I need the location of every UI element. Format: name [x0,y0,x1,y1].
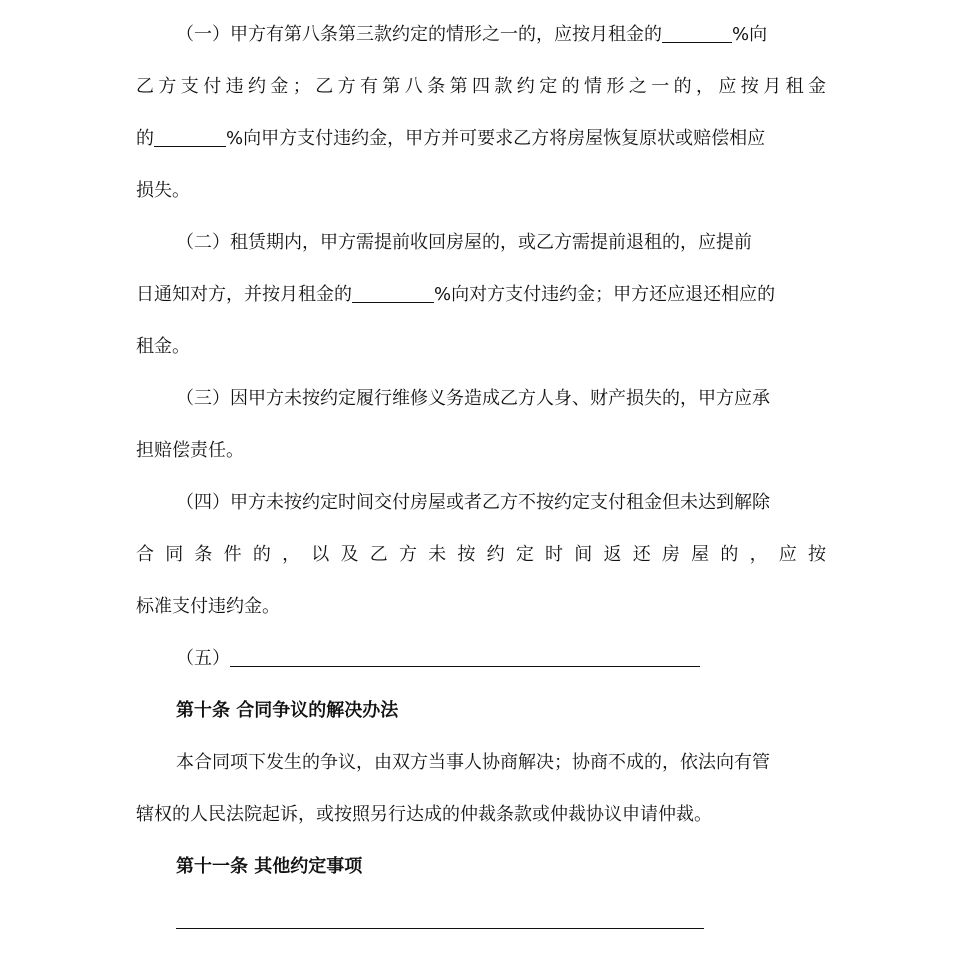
clause-text: 日通知对方，并按月租金的 [136,284,352,305]
clause-3-line-2: 担赔偿责任。 [136,440,244,461]
clause-1-line-2: 乙方支付违约金；乙方有第八条第四款约定的情形之一的，应按月租金 [136,76,826,97]
clause-text: %向甲方支付违约金，甲方并可要求乙方将房屋恢复原状或赔偿相应 [226,128,766,149]
clause-4-line-3: 标准支付违约金。 [136,596,280,617]
clause-text: 的 [136,128,154,149]
blank-field[interactable] [154,128,226,147]
clause-1-line-4: 损失。 [136,180,190,201]
clause-5-line [176,647,826,671]
clause-text: %向对方支付违约金；甲方还应退还相应的 [434,284,776,305]
blank-field[interactable] [230,648,700,667]
clause-4-line-1: （四）甲方未按约定时间交付房屋或者乙方不按约定支付租金但未达到解除 [176,492,770,513]
clause-3-line-1: （三）因甲方未按约定履行维修义务造成乙方人身、财产损失的，甲方应承 [176,388,770,409]
clause-1-line-3 [136,127,826,151]
clause-2-line-3: 租金。 [136,336,190,357]
clause-text: （一）甲方有第八条第三款约定的情形之一的，应按月租金的 [176,24,662,45]
blank-line[interactable] [176,928,704,929]
clause-2-line-2 [136,283,826,307]
clause-text: %向 [732,24,768,45]
article-10-line-1: 本合同项下发生的争议，由双方当事人协商解决；协商不成的，依法向有管 [176,752,770,773]
article-10-line-2: 辖权的人民法院起诉，或按照另行达成的仲裁条款或仲裁协议申请仲裁。 [136,804,712,825]
article-10-heading: 第十条 合同争议的解决办法 [176,700,399,721]
clause-4-line-2: 合同条件的，以及乙方未按约定时间返还房屋的，应按 [136,544,826,565]
clause-2-line-1: （二）租赁期内，甲方需提前收回房屋的，或乙方需提前退租的，应提前 [176,232,752,253]
article-11-heading: 第十一条 其他约定事项 [176,856,363,877]
blank-field[interactable] [352,284,434,303]
clause-1-line-1 [176,23,826,47]
clause-label: （五） [176,648,230,669]
blank-field[interactable] [662,24,732,43]
